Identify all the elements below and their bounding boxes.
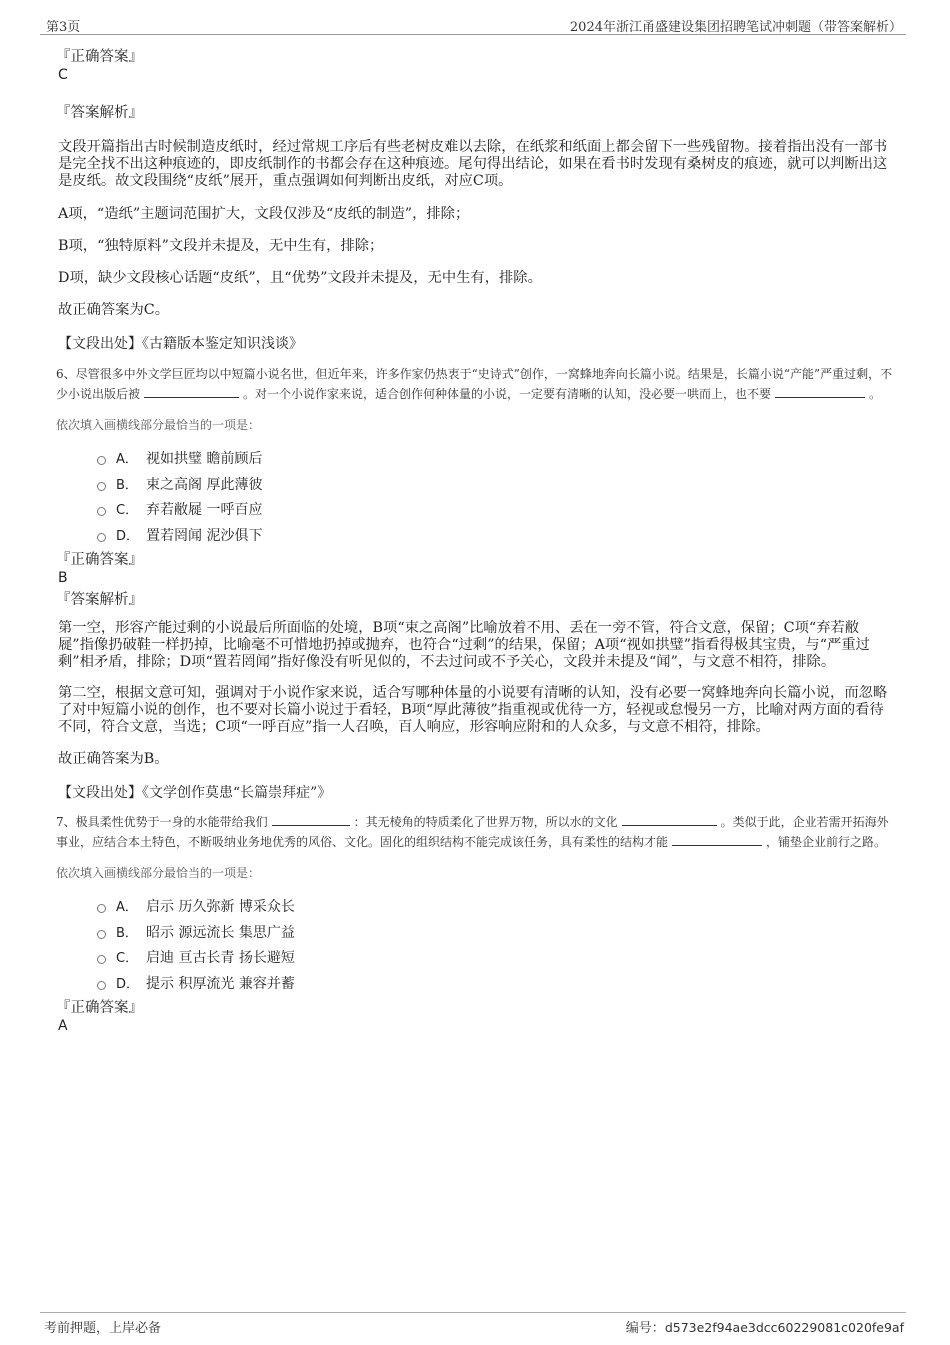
radio-icon[interactable] — [97, 456, 106, 465]
fill-blank — [622, 813, 717, 826]
page-number: 第3页 — [46, 20, 81, 35]
page-header — [40, 14, 906, 35]
answer-label: 『正确答案』 — [56, 1000, 143, 1016]
analysis-paragraph: A项，“造纸”主题词范围扩大，文段仅涉及“皮纸的制造”，排除； — [58, 206, 470, 222]
page-footer — [40, 1312, 906, 1337]
analysis-label: 『答案解析』 — [56, 105, 143, 121]
analysis-paragraph: 故正确答案为C。 — [58, 302, 170, 318]
analysis-paragraph: 文段开篇指出古时候制造皮纸时，经过常规工序后有些老树皮难以去除，在纸浆和纸面上都会留下一些残留物。接着指出没有一部书是完全找不出这种痕迹的，即皮纸制作的书都会存在这种痕迹。尾句得出结论，如果在看书时发现有桑树皮的痕迹，就可以判断出这是皮纸。故文段围绕“皮纸”展开，重点强调如何判断出皮纸，对应C项。 — [58, 139, 888, 189]
answer-label: 『正确答案』 — [56, 552, 143, 568]
option-a[interactable]: A． 启示 历久弥新 博采众长 — [56, 895, 894, 921]
analysis-paragraph: 第一空，形容产能过剩的小说最后所面临的处境，B项“束之高阁”比喻放着不用、丢在一旁不管，符合文意，保留；C项“弃若敝屣”指像扔破鞋一样扔掉，比喻毫不可惜地扔掉或抛弃，也符合“过剩”的结果，保留；A项“视如拱璧”指看得极其宝贵，与“严重过剩”相矛盾，排除；D项“置若罔闻”指好像没有听见似的，不去过问或不予关心，文段并未提及“闻”，与文意不相符，排除。 — [58, 620, 870, 670]
radio-icon[interactable] — [97, 904, 106, 913]
answer-label: 『正确答案』 — [56, 49, 143, 65]
answer-value: C — [58, 67, 68, 83]
option-b[interactable]: B． 昭示 源远流长 集思广益 — [56, 921, 894, 947]
analysis-label: 『答案解析』 — [56, 592, 143, 608]
source-citation: 【文段出处】《文学创作莫患“长篇崇拜症”》 — [58, 785, 332, 801]
fill-blank — [272, 813, 350, 826]
option-c[interactable]: C． 弃若敝屣 一呼百应 — [56, 498, 894, 524]
radio-icon[interactable] — [97, 482, 106, 491]
analysis-paragraph: 故正确答案为B。 — [58, 751, 169, 767]
option-b[interactable]: B． 束之高阁 厚此薄彼 — [56, 473, 894, 499]
document-title: 2024年浙江甬盛建设集团招聘笔试冲刺题（带答案解析） — [569, 20, 902, 35]
question-6-stem: 6、尽管很多中外文学巨匠均以中短篇小说名世，但近年来，许多作家仍热衷于“史诗式”创作，一窝蜂地奔向长篇小说。结果是，长篇小说“产能”严重过剩，不少小说出版后被 。对一个小说作家来说，适合创作何种体量的小说，一定要有清晰的认知，没必要一哄而上，也不要 。 — [56, 367, 893, 401]
answer-value: B — [58, 570, 68, 586]
question-instruction: 依次填入画横线部分最恰当的一项是： — [56, 866, 261, 880]
options-list — [56, 447, 894, 549]
option-a[interactable]: A． 视如拱璧 瞻前顾后 — [56, 447, 894, 473]
radio-icon[interactable] — [97, 533, 106, 542]
footer-slogan: 考前押题，上岸必备 — [44, 1321, 162, 1336]
document-code: 编号：d573e2f94ae3dcc60229081c020fe9af — [625, 1320, 904, 1336]
radio-icon[interactable] — [97, 981, 106, 990]
analysis-paragraph: 第二空，根据文意可知，强调对于小说作家来说，适合写哪种体量的小说要有清晰的认知，没有必要一窝蜂地奔向长篇小说，而忽略了对中短篇小说的创作，也不要对长篇小说过于看轻，B项“厚此薄彼”指重视或优待一方，轻视或怠慢另一方，比喻对两方面的看待不同，符合文意，当选；C项“一呼百应”指一人召唤，百人响应，形容响应附和的人众多，与文意不相符，排除。 — [58, 685, 888, 735]
answer-value: A — [58, 1018, 68, 1034]
analysis-paragraph: D项，缺少文段核心话题“皮纸”，且“优势”文段并未提及，无中生有，排除。 — [58, 270, 542, 286]
fill-blank — [144, 385, 239, 398]
option-c[interactable]: C． 启迪 亘古长青 扬长避短 — [56, 946, 894, 972]
option-d[interactable]: D． 置若罔闻 泥沙俱下 — [56, 524, 894, 550]
radio-icon[interactable] — [97, 507, 106, 516]
page-content — [56, 46, 894, 1035]
analysis-paragraph: B项，“独特原料”文段并未提及，无中生有，排除； — [58, 238, 384, 254]
question-7-stem: 7、极具柔性优势于一身的水能带给我们 ：其无棱角的特质柔化了世界万物，所以水的文化 。类似于此，企业若需开拓海外事业，应结合本土特色，不断吸纳业务地优秀的风俗、文化。固化的组织结构不能完成该任务，具有柔性的结构才能 ，铺垫企业前行之路。 — [56, 815, 889, 849]
fill-blank — [775, 385, 865, 398]
fill-blank — [672, 833, 762, 846]
options-list — [56, 895, 894, 997]
option-d[interactable]: D． 提示 积厚流光 兼容并蓄 — [56, 972, 894, 998]
radio-icon[interactable] — [97, 955, 106, 964]
radio-icon[interactable] — [97, 930, 106, 939]
source-citation: 【文段出处】《古籍版本鉴定知识浅谈》 — [58, 336, 303, 352]
question-instruction: 依次填入画横线部分最恰当的一项是： — [56, 418, 261, 432]
